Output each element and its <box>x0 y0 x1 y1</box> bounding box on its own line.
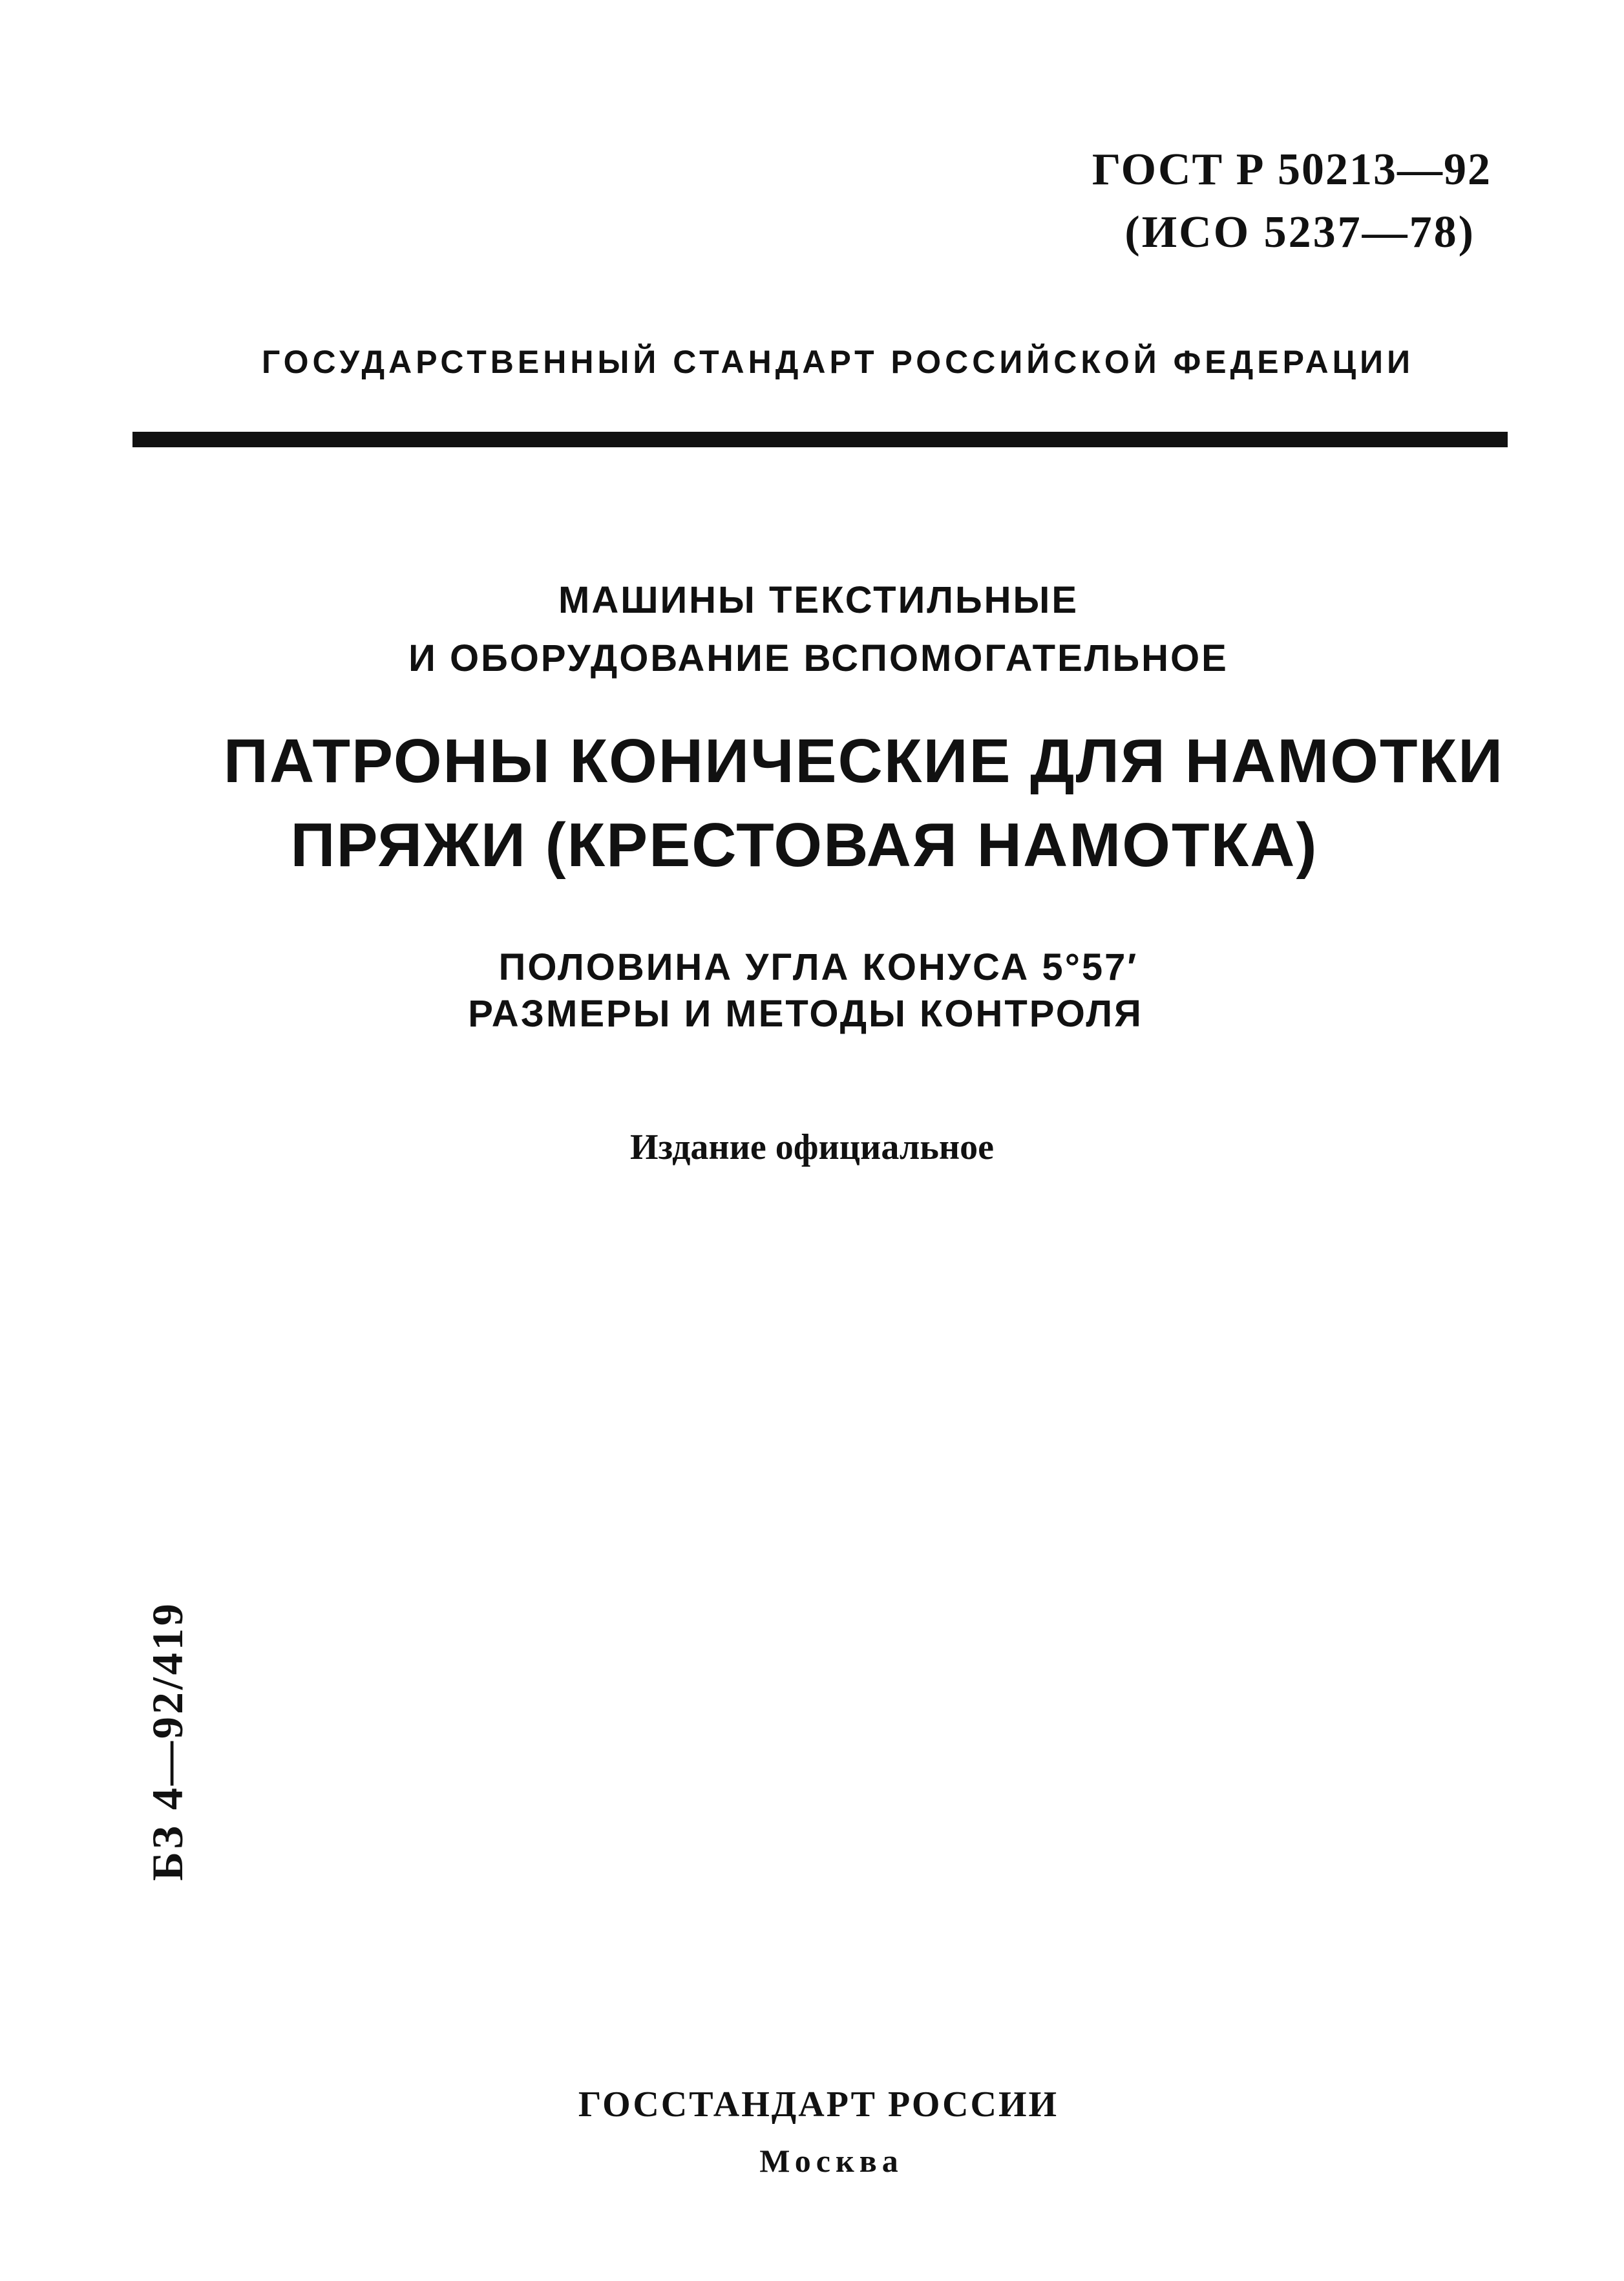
side-publication-code: БЗ 4—92/419 <box>143 1601 192 1881</box>
equipment-group-title-line-1: МАШИНЫ ТЕКСТИЛЬНЫЕ <box>558 579 1079 621</box>
header-divider <box>132 432 1508 447</box>
publication-city: Москва <box>759 2143 903 2179</box>
subtitle-line-1: ПОЛОВИНА УГЛА КОНУСА 5°57′ <box>498 946 1139 988</box>
publisher-name: ГОССТАНДАРТ РОССИИ <box>578 2085 1059 2125</box>
gost-standard-code: ГОСТ Р 50213—92 <box>1091 145 1492 195</box>
main-title-line-1: ПАТРОНЫ КОНИЧЕСКИЕ ДЛЯ НАМОТКИ <box>223 727 1504 796</box>
subtitle-line-2: РАЗМЕРЫ И МЕТОДЫ КОНТРОЛЯ <box>468 993 1143 1035</box>
equipment-group-title-line-2: И ОБОРУДОВАНИЕ ВСПОМОГАТЕЛЬНОЕ <box>408 637 1229 679</box>
official-edition-label: Издание официальное <box>630 1127 994 1167</box>
main-title-line-2: ПРЯЖИ (КРЕСТОВАЯ НАМОТКА) <box>290 811 1318 880</box>
iso-standard-code: (ИСО 5237—78) <box>1124 207 1475 257</box>
state-standard-title: ГОСУДАРСТВЕННЫЙ СТАНДАРТ РОССИЙСКОЙ ФЕДЕРАЦИИ <box>261 344 1415 380</box>
